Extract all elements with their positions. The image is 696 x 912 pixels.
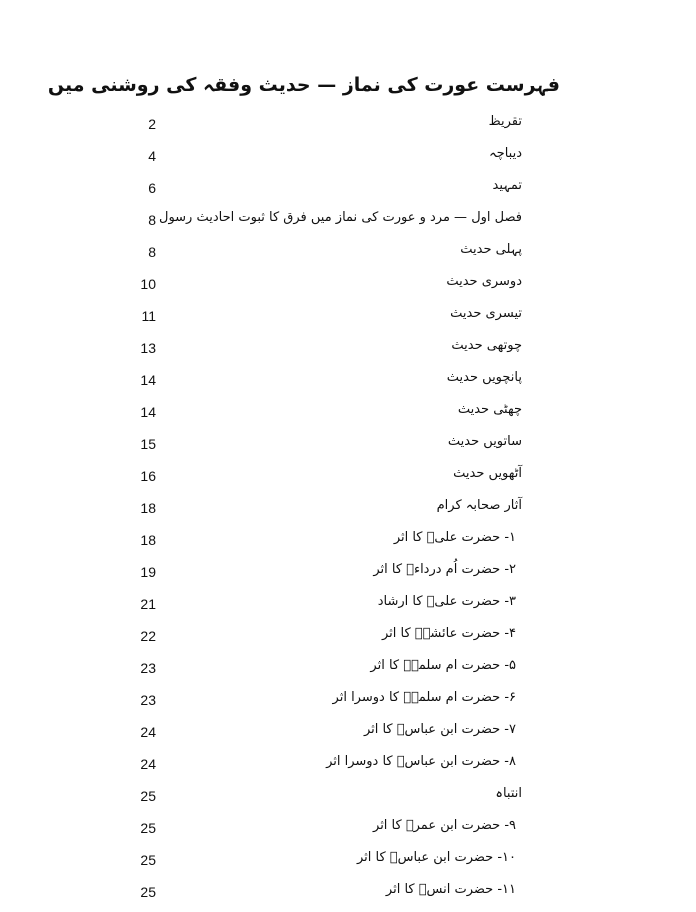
entry-title: ۸- حضرت ابن عباسؓ کا دوسرا اثر [326, 754, 516, 769]
page-number: 25 [140, 884, 156, 900]
page-number: 19 [140, 564, 156, 580]
page-number: 16 [140, 468, 156, 484]
entry-title: ۱- حضرت علیؓ کا اثر [393, 530, 516, 545]
toc-subentry [0, 688, 696, 720]
entry-title: ۶- حضرت ام سلمہؓ کا دوسرا اثر [332, 690, 516, 705]
page-number: 24 [140, 724, 156, 740]
toc-entry [0, 432, 696, 464]
entry-title: چھٹی حدیث [457, 402, 522, 417]
entry-title: ۱۰- حضرت ابن عباسؓ کا اثر [356, 850, 516, 865]
entry-title: ۱۱- حضرت انسؓ کا اثر [385, 882, 516, 897]
page-number: 21 [140, 596, 156, 612]
entry-title: پہلی حدیث [460, 242, 522, 257]
entry-title: ۷- حضرت ابن عباسؓ کا اثر [363, 722, 516, 737]
entry-title: ۳- حضرت علیؓ کا ارشاد [377, 594, 516, 609]
toc-entry [0, 496, 696, 528]
entry-title: دوسری حدیث [446, 274, 522, 289]
entry-title: تمہید [492, 178, 522, 193]
page-number: 10 [140, 276, 156, 292]
page-number: 6 [148, 180, 156, 196]
entry-title: چوتھی حدیث [451, 338, 522, 353]
page-number: 23 [140, 660, 156, 676]
toc-subentry [0, 848, 696, 880]
toc-subentry [0, 624, 696, 656]
toc-subentry [0, 880, 696, 912]
entry-title: ۹- حضرت ابن عمرؓ کا اثر [373, 818, 516, 833]
toc-entry [0, 784, 696, 816]
toc-entry [0, 304, 696, 336]
toc-entry [0, 336, 696, 368]
toc-entry [0, 240, 696, 272]
toc-subentry [0, 560, 696, 592]
page-number: 14 [140, 372, 156, 388]
page-number: 14 [140, 404, 156, 420]
entry-title: تقریظ [488, 114, 522, 129]
entry-title: ۲- حضرت اُم درداءؓ کا اثر [373, 562, 516, 577]
toc-entry [0, 176, 696, 208]
toc-subentry [0, 816, 696, 848]
page-number: 4 [148, 148, 156, 164]
toc-subentry [0, 528, 696, 560]
page-number: 25 [140, 820, 156, 836]
toc-entry [0, 112, 696, 144]
toc-subentry [0, 720, 696, 752]
page-number: 24 [140, 756, 156, 772]
page-number: 8 [148, 212, 156, 228]
entry-title: فصل اول — مرد و عورت کی نماز میں فرق کا ثبوت احادیث رسول [159, 210, 522, 225]
page-title: فہرست عورت کی نماز — حدیث وفقہ کی روشنی میں [47, 74, 560, 96]
page-number: 23 [140, 692, 156, 708]
toc-subentry [0, 656, 696, 688]
entry-title: آٹھویں حدیث [453, 466, 522, 481]
page-number: 2 [148, 116, 156, 132]
page-number: 15 [140, 436, 156, 452]
page-number: 22 [140, 628, 156, 644]
page-number: 11 [141, 308, 156, 324]
toc-entry [0, 208, 696, 240]
page-number: 18 [140, 532, 156, 548]
entry-title: پانچویں حدیث [446, 370, 522, 385]
toc-entry [0, 272, 696, 304]
page-number: 25 [140, 788, 156, 804]
toc-entry [0, 368, 696, 400]
page-number: 8 [148, 244, 156, 260]
entry-title: آثار صحابہ کرام [436, 498, 522, 513]
toc-subentry [0, 592, 696, 624]
entry-title: دیباچہ [489, 146, 522, 161]
entry-title: تیسری حدیث [450, 306, 522, 321]
entry-title: ۴- حضرت عائشہؓ کا اثر [381, 626, 516, 641]
entry-title: ۵- حضرت ام سلمہؓ کا اثر [370, 658, 516, 673]
entry-title: ساتویں حدیث [447, 434, 522, 449]
table-of-contents [0, 112, 696, 912]
toc-entry [0, 464, 696, 496]
page-number: 13 [140, 340, 156, 356]
page-number: 25 [140, 852, 156, 868]
entry-title: انتباہ [495, 786, 522, 801]
toc-entry [0, 144, 696, 176]
toc-subentry [0, 752, 696, 784]
toc-entry [0, 400, 696, 432]
page-number: 18 [140, 500, 156, 516]
